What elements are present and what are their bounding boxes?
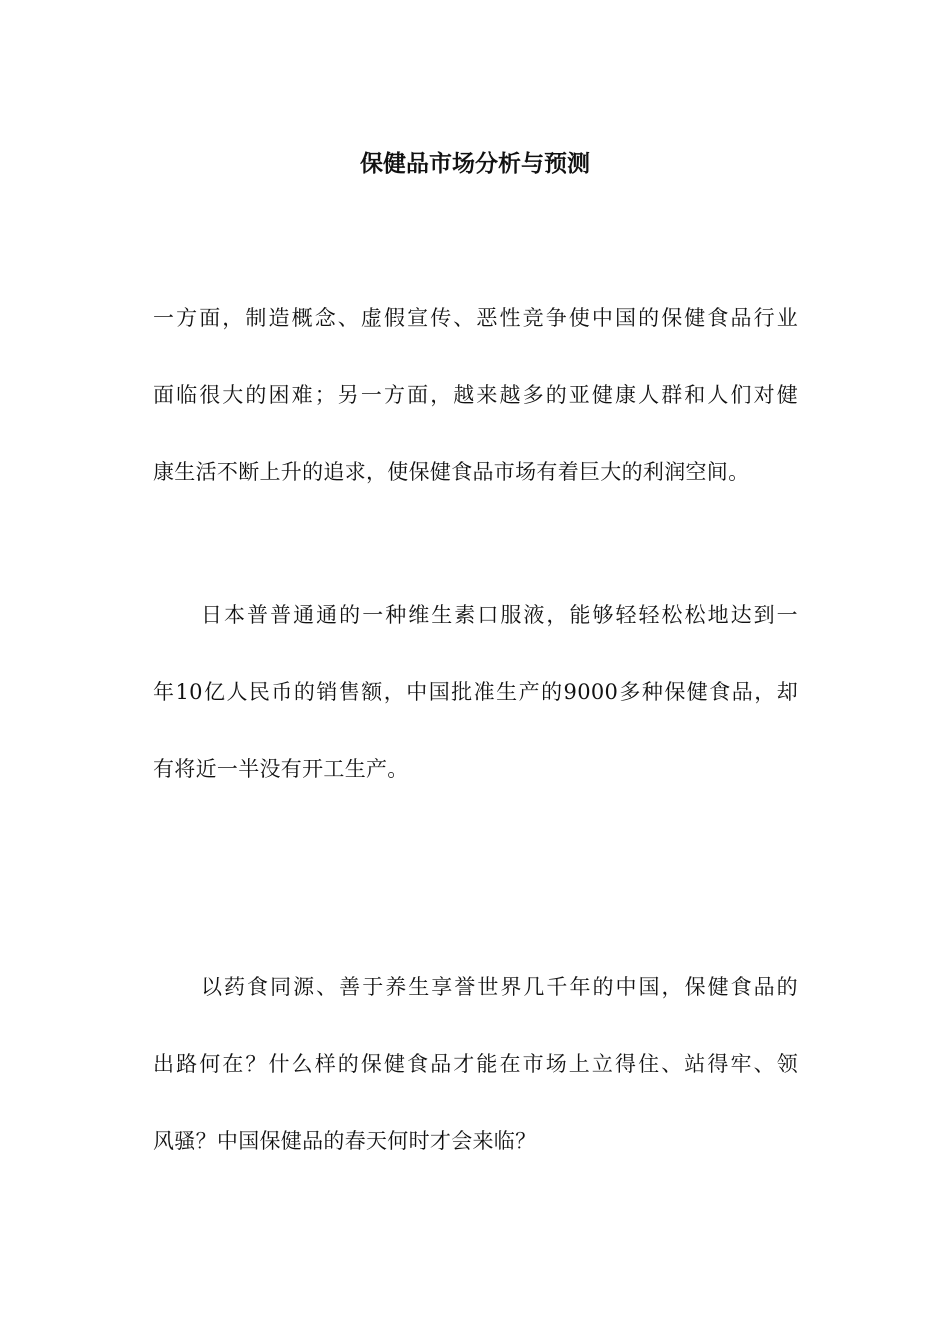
paragraph-3 [153,969,798,1200]
paragraph-1 [153,300,798,531]
paragraph-line: 出路何在？什么样的保健食品才能在市场上立得住、站得牢、领 [153,1052,798,1076]
paragraph-line: 以药食同源、善于养生享誉世界几千年的中国，保健食品的 [201,975,798,999]
paragraph-line: 康生活不断上升的追求，使保健食品市场有着巨大的利润空间。 [153,460,750,484]
paragraph-line: 有将近一半没有开工生产。 [153,757,409,781]
page-title: 保健品市场分析与预测 [360,150,590,177]
paragraph-line: 一方面，制造概念、虚假宣传、恶性竞争使中国的保健食品行业 [153,306,798,330]
paragraph-line: 面临很大的困难；另一方面，越来越多的亚健康人群和人们对健 [153,383,798,407]
paragraph-line: 年10亿人民币的销售额，中国批准生产的9000多种保健食品，却 [153,680,798,704]
paragraph-line: 风骚？中国保健品的春天何时才会来临？ [153,1129,537,1153]
paragraph-line: 日本普普通通的一种维生素口服液，能够轻轻松松地达到一 [201,603,798,627]
paragraph-2 [153,597,798,828]
